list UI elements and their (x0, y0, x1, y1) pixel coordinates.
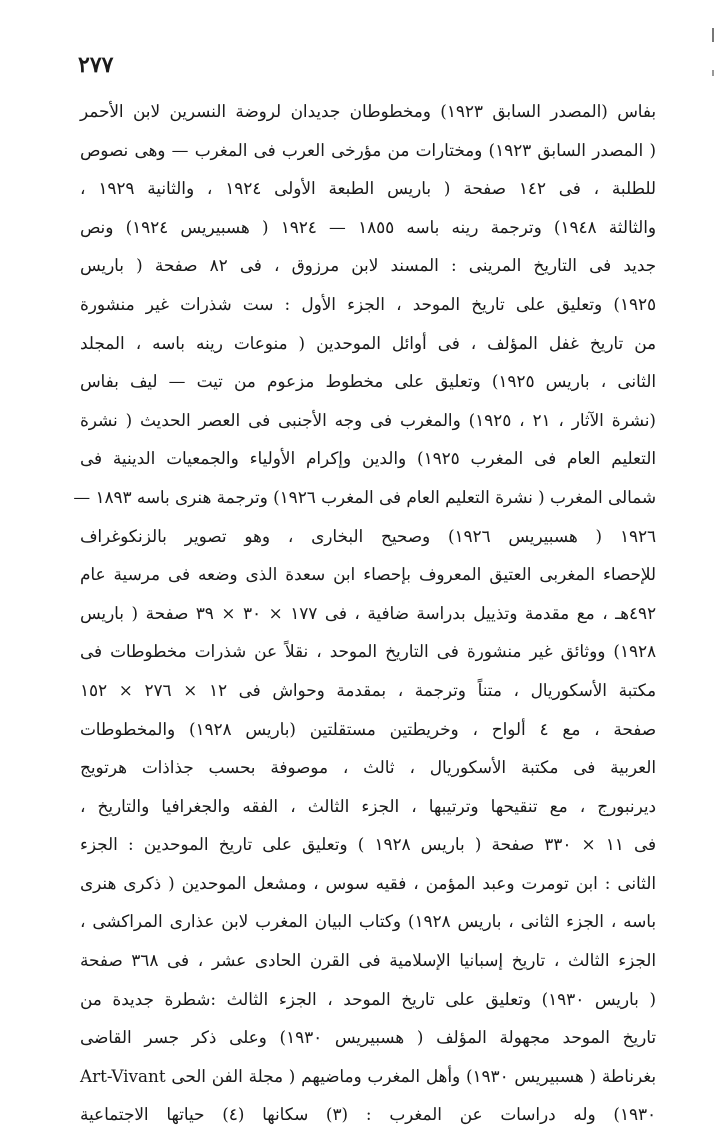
text-line: ١٩٢٦ ( هسبيريس ١٩٢٦) وصحيح البخارى ، وهو تصوير بالزنكوغراف (80, 525, 657, 546)
text-line: ديرنبورج ، مع تنقيحها وترتيبها ، الجزء الثالث ، الفقه والجغرافيا والتاريخ ، (80, 795, 656, 816)
text-line: (نشرة الآثار ، ٢١ ، ١٩٢٥) والمغرب فى وجه الأجنبى فى العصر الحديث ( نشرة (80, 409, 656, 430)
text-line: شمالى المغرب ( نشرة التعليم العام فى المغرب ١٩٢٦) وترجمة هنرى باسه ١٨٩٣ — (73, 486, 656, 507)
page-edge-mark (712, 70, 714, 76)
text-line: ١٩٢٥) وتعليق على تاريخ الموحد ، الجزء الأول : ست شذرات غير منشورة (80, 293, 656, 314)
text-line: تاريخ الموحد مجهولة المؤلف ( هسبيريس ١٩٣٠) وعلى ذكر جسر القاضى (80, 1027, 656, 1048)
text-line: بفاس (المصدر السابق ١٩٢٣) ومخطوطان جديدان لروضة النسرين لابن الأحمر (80, 101, 656, 121)
text-line: ١٩٣٠) وله دراسات عن المغرب : (٣) سكانها (٤) حياتها الاجتماعية (80, 1104, 656, 1125)
text-line: صفحة ، مع ٤ ألواح ، وخريطتين مستقلتين (باريس ١٩٢٨) والمخطوطات (80, 718, 656, 739)
text-line: والثالثة ١٩٤٨) وترجمة رينه باسه ١٨٥٥ — ١٩٢٤ ( هسبيريس ١٩٢٤) ونص (80, 216, 657, 237)
text-line: ( باريس ١٩٣٠) وتعليق على تاريخ الموحد ، الجزء الثالث :شطرة جديدة من (80, 988, 656, 1009)
page-edge-mark (712, 28, 714, 42)
text-line: ١٩٢٨) ووثائق غير منشورة فى التاريخ الموحد ، نقلاً عن شذرات مخطوطات فى (80, 641, 656, 662)
text-line: ( المصدر السابق ١٩٢٣) ومختارات من مؤرخى العرب فى المغرب — وهى نصوص (80, 139, 656, 160)
text-line: ٤٩٢هـ ، مع مقدمة وتذييل بدراسة ضافية ، فى ١٧٧ × ٣٠ × ٣٩ صفحة ( باريس (80, 602, 656, 623)
text-line: جديد فى التاريخ المرينى : المسند لابن مرزوق ، فى ٨٢ صفحة ( باريس (80, 255, 656, 276)
page-number: ٢٧٧ (78, 52, 114, 78)
text-line: مكتبة الأسكوريال ، متناً وترجمة ، بمقدمة وحواش فى ١٢ × ٢٧٦ × ١٥٢ (80, 679, 656, 700)
text-line: للإحصاء المغربى العتيق المعروف بإحصاء ابن سعدة الذى وضعه فى مرسية عام (80, 564, 656, 585)
text-line: باسه ، الجزء الثانى ، باريس ١٩٢٨) وكتاب البيان المغرب لابن عذارى المراكشى ، (80, 911, 656, 932)
text-line: الثانى : ابن تومرت وعبد المؤمن ، فقيه سوس ، ومشعل الموحدين ( ذكرى هنرى (80, 872, 656, 893)
text-line: للطلبة ، فى ١٤٢ صفحة ( باريس الطبعة الأولى ١٩٢٤ ، والثانية ١٩٢٩ ، (80, 178, 656, 199)
text-line: الثانى ، باريس ١٩٢٥) وتعليق على مخطوط مزعوم من تيت — ليف بفاس (80, 371, 656, 392)
text-line: من تاريخ غفل المؤلف ، فى أوائل الموحدين ( منوعات رينه باسه ، المجلد (80, 332, 656, 353)
text-line: العربية فى مكتبة الأسكوريال ، ثالث ، موصوفة بحسب جذاذات هرتويج (80, 757, 656, 778)
text-line: فى ١١ × ٣٣٠ صفحة ( باريس ١٩٢٨ ) وتعليق على تاريخ الموحدين : الجزء (80, 834, 657, 855)
text-line: التعليم العام فى المغرب ١٩٢٥) والدين وإكرام الأولياء والجمعيات الدينية فى (80, 448, 656, 469)
text-line: الجزء الثالث ، تاريخ إسبانيا الإسلامية فى القرن الحادى عشر ، فى ٣٦٨ صفحة (80, 950, 657, 971)
body-text (73, 92, 657, 1134)
text-line: بغرناطة ( هسبيريس ١٩٣٠) وأهل المغرب وماضيهم ( مجلة الفن الحى Art-Vivant (80, 1065, 657, 1086)
